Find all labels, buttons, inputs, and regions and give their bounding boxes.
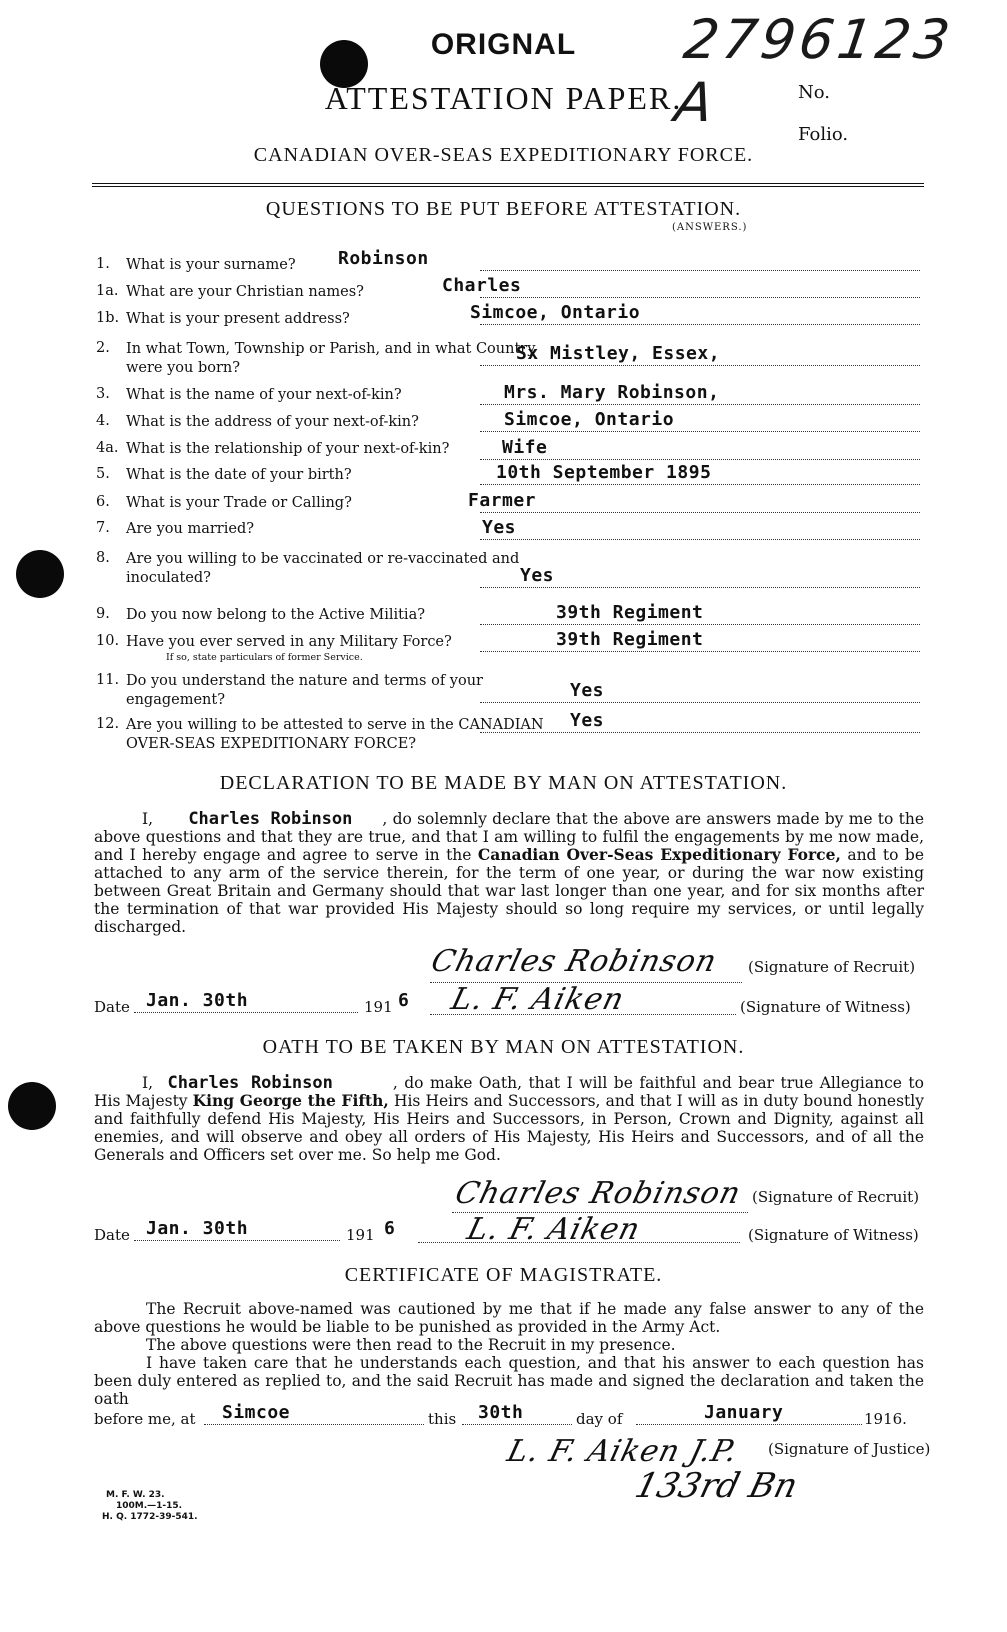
oath-paragraph xyxy=(94,1074,924,1164)
answers-header: (ANSWERS.) xyxy=(672,222,748,233)
answer-line xyxy=(480,512,920,513)
questions-heading: QUESTIONS TO BE PUT BEFORE ATTESTATION. xyxy=(265,198,742,220)
certificate-para3-text: I have taken care that he understands each question, and that his answer to each question has been duly entered as replied to, and the said Recruit has made and signed the declaration and taken the oath xyxy=(94,1354,924,1408)
certificate-para1-text: The Recruit above-named was cautioned by me that if he made any false answer to any of the above questions he would be liable to be punished as provided in the Army Act. xyxy=(94,1300,924,1336)
answer-line xyxy=(480,365,920,366)
oath-date-line xyxy=(134,1240,340,1241)
date-line xyxy=(134,1012,358,1013)
no-label: No. xyxy=(798,82,830,103)
question-text: Do you now belong to the Active Militia? xyxy=(126,607,425,623)
question-text: Are you married? xyxy=(126,521,254,537)
certificate-para2-text: The above questions were then read to the Recruit in my presence. xyxy=(146,1336,676,1354)
question-answer: Yes xyxy=(520,565,555,586)
question-text: Are you willing to be vaccinated or re-vaccinated and inoculated? xyxy=(126,551,520,586)
question-text: What are your Christian names? xyxy=(126,284,364,300)
answer-line xyxy=(480,404,920,405)
question-number: 7. xyxy=(96,520,110,536)
question-text: What is the name of your next-of-kin? xyxy=(126,387,402,403)
answer-line xyxy=(480,431,920,432)
oath-text-a: , do make Oath, that I will be faithful and bear true Allegiance to His Majesty xyxy=(94,1074,924,1110)
declaration-paragraph xyxy=(94,810,924,936)
certificate-month: January xyxy=(704,1402,784,1423)
question-text: What is your surname? xyxy=(126,257,296,273)
declaration-i: I, xyxy=(142,810,154,828)
answer-line xyxy=(480,587,920,588)
question-number: 6. xyxy=(96,494,110,510)
declaration-year-digit: 6 xyxy=(398,990,410,1011)
oath-i: I, xyxy=(142,1074,154,1092)
folio-label: Folio. xyxy=(798,124,849,145)
question-text: What is the relationship of your next-of-kin? xyxy=(126,441,450,457)
question-note: If so, state particulars of former Service. xyxy=(166,652,363,663)
form-code-line2: 100M.—1-15. xyxy=(116,1501,183,1511)
stamp-number: 133rd Bn xyxy=(631,1466,802,1506)
oath-year-prefix: 191 xyxy=(346,1226,375,1244)
regimental-number: 2796123 A xyxy=(671,8,958,134)
question-text: What is your Trade or Calling? xyxy=(126,495,352,511)
oath-name: Charles Robinson xyxy=(167,1073,333,1093)
answer-line xyxy=(480,539,920,540)
before-me-at-label: before me, at xyxy=(94,1410,196,1428)
question-number: 1a. xyxy=(96,283,119,299)
question-text: What is the address of your next-of-kin? xyxy=(126,414,419,430)
question-number: 4. xyxy=(96,413,110,429)
certificate-para3 xyxy=(94,1354,924,1408)
question-text: What is the date of your birth? xyxy=(126,467,352,483)
question-number: 4a. xyxy=(96,440,119,456)
answer-line xyxy=(480,624,920,625)
oath-recruit-signature: Charles Robinson xyxy=(451,1176,745,1211)
declaration-text-a: , do solemnly declare that the above are answers made by me to the above questions and that they are true, and that I am willing to fulfil the engagements by me now made, and I hereby engage and agree to serve in the xyxy=(94,810,924,864)
question-answer: 39th Regiment xyxy=(556,629,704,650)
day-of-label: day of xyxy=(576,1410,623,1428)
question-number: 10. xyxy=(96,633,120,649)
question-text: Are you willing to be attested to serve in the CANADIAN OVER-SEAS EXPEDITIONARY FORCE? xyxy=(126,717,544,752)
oath-witness-line xyxy=(418,1242,740,1243)
witness-signature-line xyxy=(430,1014,736,1015)
question-answer: Simcoe, Ontario xyxy=(470,302,641,323)
question-answer: Yes xyxy=(482,517,517,538)
certificate-para1 xyxy=(94,1300,924,1336)
justice-label: (Signature of Justice) xyxy=(768,1440,931,1458)
oath-date: Jan. 30th xyxy=(146,1218,249,1239)
original-stamp: ORIGNAL xyxy=(430,28,577,61)
question-text: In what Town, Township or Parish, and in what Country were you born? xyxy=(126,341,536,376)
question-number: 8. xyxy=(96,550,110,566)
certificate-year: 1916. xyxy=(864,1410,907,1428)
oath-king: King George the Fifth, xyxy=(192,1091,389,1110)
oath-witness-label: (Signature of Witness) xyxy=(748,1226,919,1244)
oath-heading: OATH TO BE TAKEN BY MAN ON ATTESTATION. xyxy=(262,1036,745,1058)
declaration-name: Charles Robinson xyxy=(188,809,353,829)
question-number: 3. xyxy=(96,386,110,402)
force-title: CANADIAN OVER-SEAS EXPEDITIONARY FORCE. xyxy=(253,144,754,166)
declaration-witness-label: (Signature of Witness) xyxy=(740,998,911,1016)
answer-line xyxy=(480,484,920,485)
declaration-recruit-label: (Signature of Recruit) xyxy=(748,958,916,976)
answer-line xyxy=(480,459,920,460)
answer-line xyxy=(480,732,920,733)
certificate-day: 30th xyxy=(478,1402,524,1423)
punch-hole-upper xyxy=(16,550,64,598)
question-answer: Robinson xyxy=(338,248,429,269)
declaration-recruit-signature: Charles Robinson xyxy=(427,944,721,979)
declaration-year-prefix: 191 xyxy=(364,998,393,1016)
declaration-text-b: and to be attached to any arm of the service therein, for the term of one year, or during the war now existing between Great Britain and Germany should that war last longer than one year, and for six months after the termination of that war provided His Majesty should so long require my services, or until legally discharged. xyxy=(94,846,925,936)
month-line xyxy=(636,1424,862,1425)
question-number: 11. xyxy=(96,672,120,688)
question-answer: Mrs. Mary Robinson, xyxy=(504,382,720,403)
answer-line xyxy=(480,297,920,298)
form-code-line3: H. Q. 1772-39-541. xyxy=(102,1512,198,1522)
question-answer: Yes xyxy=(570,710,605,731)
declaration-date-label: Date xyxy=(94,998,130,1016)
question-answer: Wife xyxy=(502,437,548,458)
answer-line xyxy=(480,702,920,703)
declaration-date: Jan. 30th xyxy=(146,990,249,1011)
question-number: 5. xyxy=(96,466,110,482)
question-number: 1b. xyxy=(96,310,120,326)
answer-line xyxy=(480,651,920,652)
question-number: 1. xyxy=(96,256,110,272)
form-code xyxy=(102,1490,198,1523)
question-answer: 10th September 1895 xyxy=(496,462,712,483)
certificate-place: Simcoe xyxy=(222,1402,291,1423)
question-answer: Simcoe, Ontario xyxy=(504,409,675,430)
certificate-heading: CERTIFICATE OF MAGISTRATE. xyxy=(344,1264,663,1286)
oath-date-label: Date xyxy=(94,1226,130,1244)
place-line xyxy=(204,1424,424,1425)
declaration-heading: DECLARATION TO BE MADE BY MAN ON ATTESTATION. xyxy=(219,772,788,794)
oath-recruit-label: (Signature of Recruit) xyxy=(752,1188,920,1206)
question-number: 12. xyxy=(96,716,120,732)
question-answer: Charles xyxy=(442,275,522,296)
magistrate-signature: L. F. Aiken J.P. xyxy=(503,1434,742,1469)
oath-text-b: His Heirs and Successors, and that I will as in duty bound honestly and faithfully defend His Majesty, His Heirs and Successors, in Person, Crown and Dignity, against all enemies, and will observe and obey all orders of His Majesty, His Heirs and Successors, and of all the Generals and Officers set over me. So help me God. xyxy=(94,1092,924,1164)
header-divider xyxy=(92,183,924,187)
form-code-line1: M. F. W. 23. xyxy=(106,1490,165,1500)
oath-year-digit: 6 xyxy=(384,1218,396,1239)
question-answer: 39th Regiment xyxy=(556,602,704,623)
oath-witness-signature: L. F. Aiken xyxy=(463,1212,645,1247)
question-answer: Sx Mistley, Essex, xyxy=(516,343,721,364)
question-number: 9. xyxy=(96,606,110,622)
answer-line xyxy=(480,324,920,325)
question-text: Do you understand the nature and terms of your engagement? xyxy=(126,673,483,708)
question-text: What is your present address? xyxy=(126,311,350,327)
question-number: 2. xyxy=(96,340,110,356)
answer-line xyxy=(480,270,920,271)
question-answer: Farmer xyxy=(468,490,537,511)
declaration-force: Canadian Over-Seas Expeditionary Force, xyxy=(477,845,841,864)
declaration-witness-signature: L. F. Aiken xyxy=(447,982,629,1017)
question-answer: Yes xyxy=(570,680,605,701)
question-text: Have you ever served in any Military Force? If so, state particulars of former Service. xyxy=(126,633,576,663)
page-title: ATTESTATION PAPER. xyxy=(324,80,683,116)
punch-hole-lower xyxy=(8,1082,56,1130)
certificate-para2 xyxy=(94,1336,924,1354)
this-label: this xyxy=(428,1410,457,1428)
day-line xyxy=(462,1424,572,1425)
